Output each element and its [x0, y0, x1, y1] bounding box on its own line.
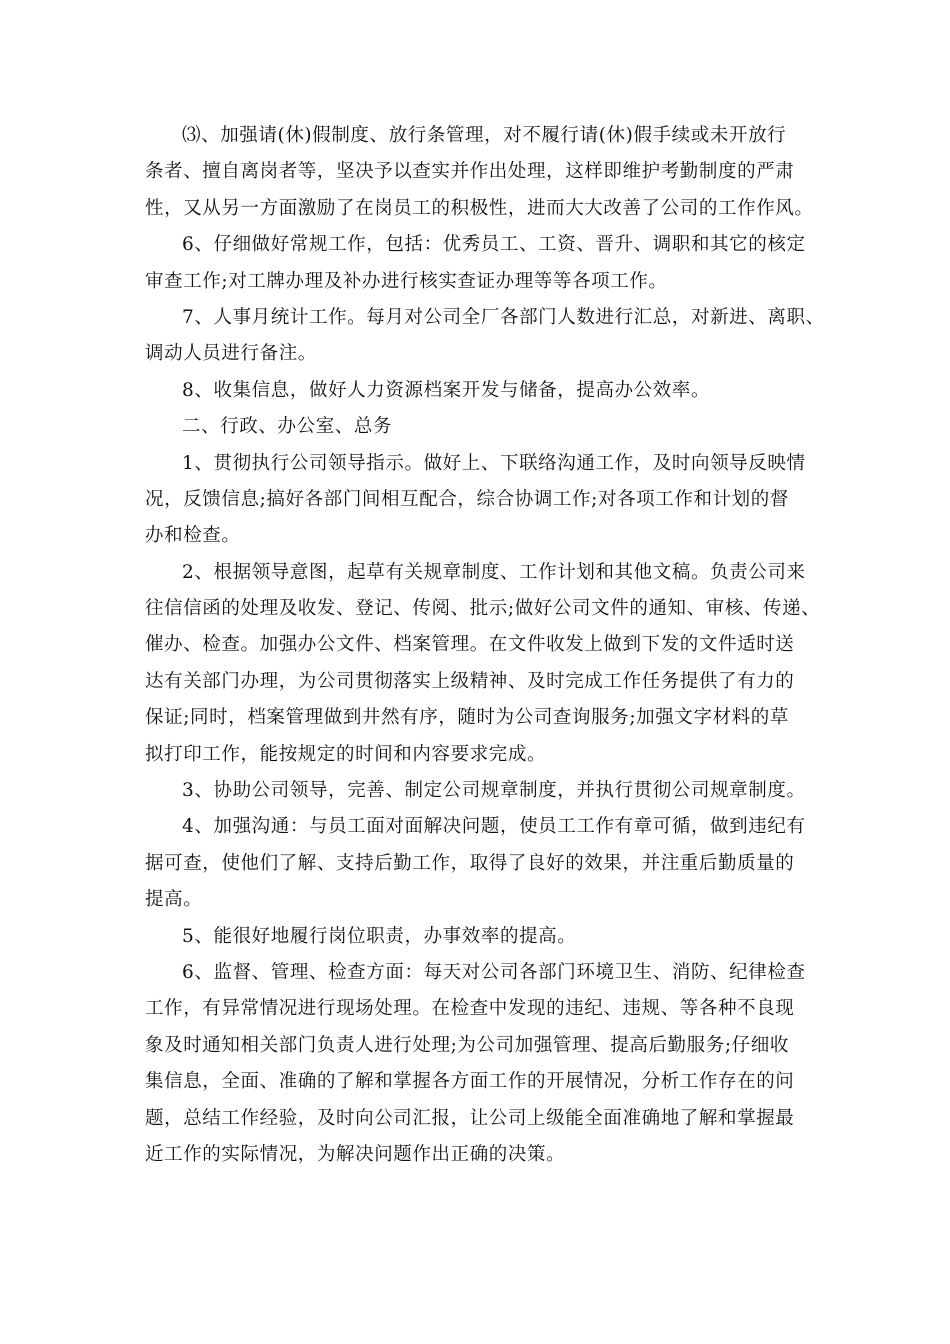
text-line: ⑶、加强请(休)假制度、放行条管理，对不履行请(休)假手续或未开放行 [182, 125, 787, 146]
text-line: 题，总结工作经验，及时向公司汇报，让公司上级能全面准确地了解和掌握最 [145, 1107, 795, 1129]
paragraph-drafting-documents [145, 555, 821, 773]
text-line: 象及时通知相关部门负责人进行处理;为公司加强管理、提高后勤服务;仔细收 [145, 1034, 789, 1056]
text-line: 况，反馈信息;搞好各部门间相互配合，综合协调工作;对各项工作和计划的督 [145, 488, 789, 510]
document-body [145, 118, 825, 1173]
text-line: 8、收集信息，做好人力资源档案开发与储备，提高办公效率。 [182, 379, 711, 401]
paragraph-assist-leadership [145, 773, 815, 809]
paragraph-collect-information [145, 373, 815, 409]
section-heading: 二、行政、办公室、总务 [182, 416, 393, 438]
text-line: 6、仔细做好常规工作，包括：优秀员工、工资、晋升、调职和其它的核定 [182, 234, 806, 256]
text-line: 近工作的实际情况，为解决问题作出正确的决策。 [145, 1143, 566, 1165]
text-line: 往信信函的处理及收发、登记、传阅、批示;做好公司文件的通知、审核、传递、 [145, 598, 821, 620]
text-line: 2、根据领导意图，起草有关规章制度、工作计划和其他文稿。负责公司来 [182, 561, 806, 583]
text-line: 6、监督、管理、检查方面：每天对公司各部门环境卫生、消防、纪律检查 [182, 961, 806, 983]
paragraph-supervision-inspection [145, 955, 815, 1173]
paragraph-leave-management [145, 118, 815, 227]
text-line: 工作，有异常情况进行现场处理。在检查中发现的违纪、违规、等各种不良现 [145, 998, 795, 1020]
text-line: 1、贯彻执行公司领导指示。做好上、下联络沟通工作，及时向领导反映情 [182, 452, 806, 474]
paragraph-routine-work [145, 227, 815, 300]
text-line: 调动人员进行备注。 [145, 343, 317, 365]
text-line: 7、人事月统计工作。每月对公司全厂各部门人数进行汇总，对新进、离职、 [182, 306, 825, 328]
text-line: 办和检查。 [145, 525, 241, 547]
text-line: 达有关部门办理，为公司贯彻落实上级精神、及时完成工作任务提供了有力的 [145, 670, 795, 692]
paragraph-strengthen-communication [145, 809, 815, 918]
text-line: 保证;同时，档案管理做到井然有序，随时为公司查询服务;加强文字材料的草 [145, 707, 789, 729]
paragraph-fulfill-duties [145, 919, 815, 955]
text-line: 审查工作;对工牌办理及补办进行核实查证办理等等各项工作。 [145, 270, 668, 292]
paragraph-monthly-statistics [145, 300, 825, 373]
text-line: 4、加强沟通：与员工面对面解决问题，使员工工作有章可循，做到违纪有 [182, 816, 806, 838]
text-line: 3、协助公司领导，完善、制定公司规章制度，并执行贯彻公司规章制度。 [182, 780, 806, 802]
text-line: 拟打印工作，能按规定的时间和内容要求完成。 [145, 743, 547, 765]
text-line: 催办、检查。加强办公文件、档案管理。在文件收发上做到下发的文件适时送 [145, 634, 795, 656]
section-heading-administration [145, 409, 815, 445]
text-line: 据可查，使他们了解、支持后勤工作，取得了良好的效果，并注重后勤质量的 [145, 852, 795, 874]
text-line: 条者、擅自离岗者等，坚决予以查实并作出处理，这样即维护考勤制度的严肃 [145, 161, 795, 183]
paragraph-execute-instructions [145, 446, 815, 555]
text-line: 5、能很好地履行岗位职责，办事效率的提高。 [182, 925, 577, 947]
text-line: 集信息，全面、准确的了解和掌握各方面工作的开展情况，分析工作存在的问 [145, 1071, 795, 1093]
text-line: 提高。 [145, 889, 203, 911]
text-line: 性，又从另一方面激励了在岗员工的积极性，进而大大改善了公司的工作作风。 [145, 197, 814, 219]
